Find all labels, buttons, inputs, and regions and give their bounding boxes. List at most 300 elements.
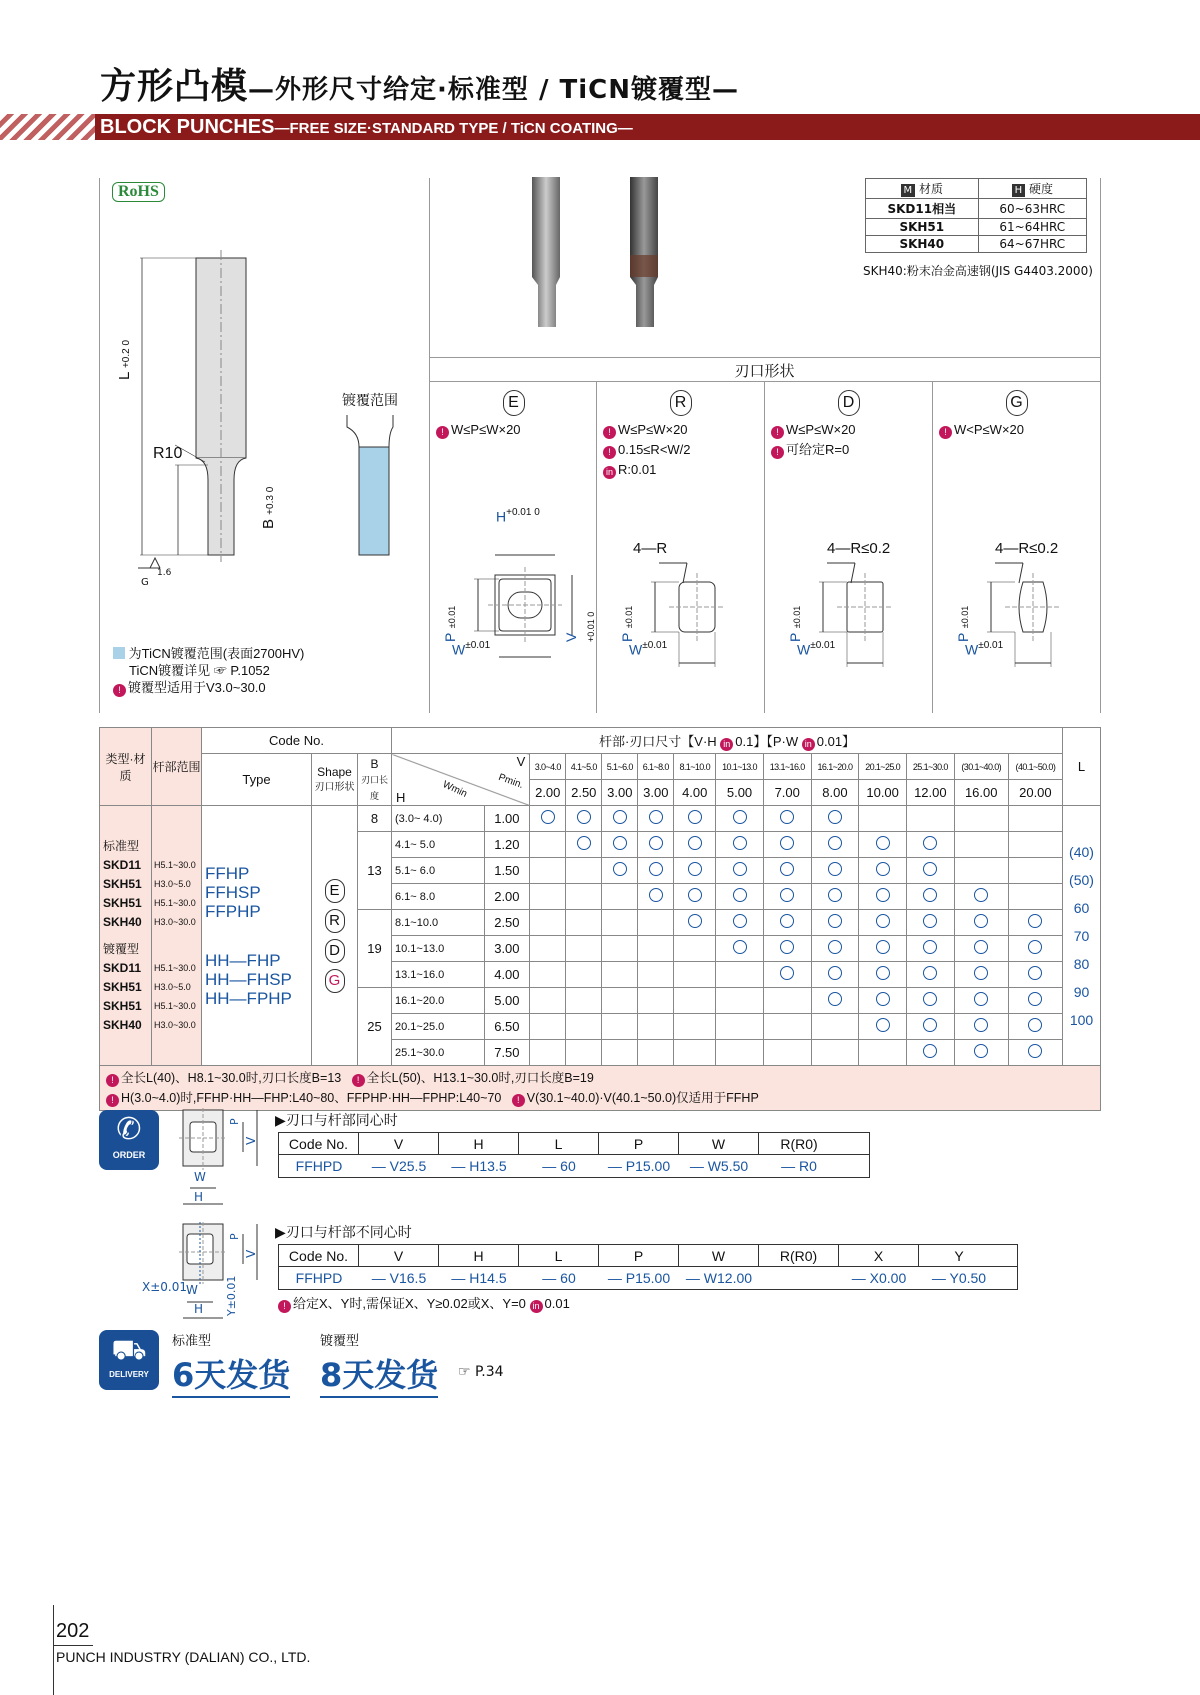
material-header: M 材质: [866, 179, 979, 199]
available-mark: [541, 810, 555, 824]
availability-cell: [954, 910, 1008, 936]
availability-cell: [906, 832, 954, 858]
available-mark: [828, 836, 842, 850]
availability-cell: [674, 884, 716, 910]
code-header: X: [839, 1245, 919, 1266]
pmin-value: 3.00: [602, 780, 638, 806]
dim-label: $W^{\pm 0.01}$: [629, 640, 668, 658]
availability-cell: [638, 962, 674, 988]
shank-range-cell: H5.1~30.0 H3.0~5.0 H5.1~30.0 H3.0~30.0 H5.1~30.0 H3.0~5.0 H5.1~30.0 H3.0~30.0: [152, 806, 202, 1066]
panel-right-border: [1100, 178, 1101, 713]
availability-cell: [674, 806, 716, 832]
available-mark: [876, 862, 890, 876]
title-bar-stripes: [0, 114, 95, 140]
code-value: [759, 1267, 839, 1289]
available-mark: [828, 914, 842, 928]
panel-left-border: [99, 178, 100, 713]
available-mark: [923, 940, 937, 954]
w-label: W: [194, 1170, 206, 1184]
available-mark: [1028, 966, 1042, 980]
available-mark: [1028, 1018, 1042, 1032]
availability-cell: [566, 936, 602, 962]
availability-cell: [638, 988, 674, 1014]
availability-cell: [906, 858, 954, 884]
availability-cell: [602, 910, 638, 936]
available-mark: [688, 914, 702, 928]
available-mark: [780, 966, 794, 980]
availability-cell: [530, 936, 566, 962]
v-range: 3.0~4.0: [530, 754, 566, 780]
availability-cell: [859, 858, 907, 884]
availability-cell: [859, 988, 907, 1014]
wmin-value: 3.00: [484, 936, 530, 962]
availability-cell: [602, 884, 638, 910]
concentric-title: ▶刃口与杆部同心时: [275, 1113, 398, 1129]
company-name: PUNCH INDUSTRY (DALIAN) CO., LTD.: [56, 1649, 311, 1665]
shape-condition: in R:0.01: [603, 460, 764, 480]
availability-cell: [906, 962, 954, 988]
shape-condition: ! W<P≤W×20: [939, 420, 1100, 440]
edge-shape-r: [597, 382, 764, 712]
availability-cell: [638, 1014, 674, 1040]
availability-cell: [674, 858, 716, 884]
code-header: R(R0): [759, 1245, 839, 1266]
dims-header: 杆部·刃口尺寸【V·H in 0.1】【P·W in 0.01】: [392, 728, 1063, 754]
availability-cell: [530, 832, 566, 858]
p-label-2: P: [228, 1233, 241, 1240]
availability-cell: [602, 858, 638, 884]
vh-corner-header: V H Pmin. Wmin: [392, 754, 530, 806]
coating-notes: 为TiCN镀覆范围(表面2700HV) TiCN镀覆详见 ☞ P.1052 ! 镀覆型适用于V3.0~30.0: [113, 645, 304, 697]
code-value: — W5.50: [689, 1158, 749, 1174]
shape-badge: R: [325, 909, 345, 933]
material-note: SKH40:粉末冶金高速钢(JIS G4403.2000): [863, 264, 1093, 278]
material-row: SKH51 61~64HRC: [866, 219, 1087, 236]
pmin-value: 10.00: [859, 780, 907, 806]
available-mark: [828, 862, 842, 876]
availability-cell: [566, 858, 602, 884]
v-range: 25.1~30.0: [906, 754, 954, 780]
availability-cell: [1008, 988, 1062, 1014]
b-header: B 刃口长度: [358, 754, 392, 806]
v-range: 8.1~10.0: [674, 754, 716, 780]
availability-cell: [763, 910, 811, 936]
code-header: W: [679, 1133, 759, 1154]
edge-shape-e: [430, 382, 597, 712]
availability-cell: [763, 806, 811, 832]
code-value: — H14.5: [451, 1270, 507, 1286]
availability-cell: [638, 910, 674, 936]
type-code: HH—FHSP: [205, 969, 292, 989]
availability-cell: [716, 884, 764, 910]
shape-letter: G: [1006, 390, 1028, 416]
availability-cell: [906, 884, 954, 910]
shape-cell: [312, 806, 358, 1066]
availability-cell: [763, 884, 811, 910]
availability-cell: [954, 806, 1008, 832]
page-number: 202: [56, 1620, 90, 1642]
footer-line: [53, 1605, 54, 1695]
dim-label: P ±0.01: [955, 605, 971, 642]
availability-cell: [674, 988, 716, 1014]
available-mark: [923, 836, 937, 850]
coated-label: 镀覆型: [320, 1334, 360, 1349]
availability-cell: [530, 884, 566, 910]
material-table: [865, 178, 1087, 253]
g-label: G: [141, 577, 149, 588]
footer-rule: [53, 1645, 93, 1646]
availability-cell: [811, 806, 859, 832]
available-mark: [780, 862, 794, 876]
dim-label: $W^{\pm 0.01}$: [965, 640, 1004, 658]
type-material-cell: 标准型 SKD11 SKH51 SKH51 SKH40 镀覆型 SKD11 SKH51 SKH51 SKH40: [100, 806, 152, 1066]
available-mark: [733, 940, 747, 954]
rohs-badge: RoHS: [112, 182, 165, 202]
dim-label: P ±0.01: [619, 605, 635, 642]
availability-cell: [602, 962, 638, 988]
availability-cell: [859, 962, 907, 988]
v-label-2: V: [244, 1249, 258, 1258]
code-value: — H13.5: [451, 1158, 507, 1174]
code-header: W: [679, 1245, 759, 1266]
shape-letter: D: [838, 390, 860, 416]
dim-label: $H^{+0.01 0}$: [496, 507, 540, 525]
availability-cell: [763, 858, 811, 884]
available-mark: [974, 940, 988, 954]
available-mark: [613, 810, 627, 824]
coating-diagram: [345, 415, 395, 560]
l-value: (50): [1069, 871, 1094, 888]
available-mark: [649, 810, 663, 824]
pmin-value: 4.00: [674, 780, 716, 806]
available-mark: [780, 888, 794, 902]
available-mark: [974, 914, 988, 928]
code-header: H: [439, 1245, 519, 1266]
pmin-value: 3.00: [638, 780, 674, 806]
h-label-2: H: [194, 1302, 204, 1316]
availability-cell: [811, 1040, 859, 1066]
code-header: R(R0): [780, 1136, 818, 1152]
availability-cell: [763, 1040, 811, 1066]
availability-cell: [638, 936, 674, 962]
code-value: — W12.00: [685, 1270, 753, 1286]
h-range: 13.1~16.0: [392, 962, 485, 988]
edge-shape-d: [765, 382, 932, 712]
shape-letter: R: [670, 390, 692, 416]
wmin-value: 5.00: [484, 988, 530, 1014]
concentric-diagram: [175, 1108, 265, 1208]
wmin-value: 7.50: [484, 1040, 530, 1066]
p-label: P: [228, 1118, 241, 1125]
availability-cell: [602, 988, 638, 1014]
code-header: L: [519, 1245, 599, 1266]
availability-cell: [906, 1014, 954, 1040]
availability-cell: [638, 858, 674, 884]
availability-cell: [906, 936, 954, 962]
availability-cell: [566, 806, 602, 832]
availability-cell: [638, 884, 674, 910]
v-range: 4.1~5.0: [566, 754, 602, 780]
b-value: 25: [358, 988, 392, 1066]
dim-label: $W^{\pm 0.01}$: [452, 640, 491, 658]
wmin-value: 4.00: [484, 962, 530, 988]
h-range: 6.1~ 8.0: [392, 884, 485, 910]
availability-cell: [566, 884, 602, 910]
available-mark: [649, 862, 663, 876]
availability-cell: [859, 1014, 907, 1040]
shape-condition: ! W≤P≤W×20: [771, 420, 932, 440]
available-mark: [577, 836, 591, 850]
availability-cell: [906, 988, 954, 1014]
availability-cell: [716, 858, 764, 884]
available-mark: [974, 966, 988, 980]
availability-cell: [716, 936, 764, 962]
l-value: 80: [1073, 955, 1090, 972]
hardness-header: H 硬度: [978, 179, 1086, 199]
availability-cell: [859, 832, 907, 858]
available-mark: [876, 1018, 890, 1032]
available-mark: [974, 1044, 988, 1058]
b-value: 19: [358, 910, 392, 988]
available-mark: [974, 992, 988, 1006]
edge-shape-g: [933, 382, 1100, 712]
availability-cell: [954, 884, 1008, 910]
available-mark: [688, 810, 702, 824]
availability-cell: [1008, 1040, 1062, 1066]
availability-cell: [811, 1014, 859, 1040]
availability-cell: [1008, 832, 1062, 858]
availability-cell: [530, 858, 566, 884]
code-value: — P15.00: [607, 1270, 671, 1286]
available-mark: [923, 966, 937, 980]
l-value: (40): [1069, 843, 1094, 860]
shape-condition: ! 可给定R=0: [771, 440, 932, 460]
available-mark: [733, 914, 747, 928]
w-label-2: W: [186, 1283, 198, 1297]
available-mark: [923, 914, 937, 928]
l-cell: [1063, 806, 1101, 1066]
code-no-header: Code No.: [202, 728, 392, 754]
eccentric-diagram: [175, 1222, 265, 1322]
availability-cell: [859, 806, 907, 832]
availability-cell: [674, 962, 716, 988]
code-header: P: [599, 1245, 679, 1266]
v-range: (30.1~40.0): [954, 754, 1008, 780]
pmin-value: 2.50: [566, 780, 602, 806]
h-range: 20.1~25.0: [392, 1014, 485, 1040]
code-value: — Y0.50: [931, 1270, 987, 1286]
availability-cell: [859, 936, 907, 962]
available-mark: [828, 966, 842, 980]
available-mark: [733, 810, 747, 824]
wmin-value: 1.50: [484, 858, 530, 884]
availability-cell: [1008, 806, 1062, 832]
availability-cell: [1008, 884, 1062, 910]
availability-cell: [954, 936, 1008, 962]
available-mark: [733, 862, 747, 876]
concentric-code-table: [278, 1132, 870, 1178]
available-mark: [780, 836, 794, 850]
available-mark: [876, 836, 890, 850]
code-header: Y: [954, 1248, 964, 1264]
available-mark: [688, 862, 702, 876]
wmin-value: 1.00: [484, 806, 530, 832]
code-header: V: [359, 1245, 439, 1266]
available-mark: [1028, 992, 1042, 1006]
availability-cell: [530, 962, 566, 988]
shape-badge: E: [325, 879, 345, 903]
availability-cell: [674, 936, 716, 962]
availability-cell: [763, 936, 811, 962]
availability-cell: [602, 832, 638, 858]
availability-cell: [954, 1040, 1008, 1066]
order-badge: ✆ ORDER: [99, 1110, 159, 1170]
wmin-value: 1.20: [484, 832, 530, 858]
h-range: 10.1~13.0: [392, 936, 485, 962]
available-mark: [649, 836, 663, 850]
availability-cell: [859, 884, 907, 910]
edge-shape-title: 刃口形状: [734, 362, 795, 380]
l-value: 100: [1069, 1011, 1094, 1028]
type-code: FFPHP: [205, 901, 261, 921]
length-dim: L +0.2 0: [116, 339, 133, 380]
available-mark: [613, 836, 627, 850]
availability-cell: [674, 910, 716, 936]
availability-cell: [602, 936, 638, 962]
pmin-value: 12.00: [906, 780, 954, 806]
availability-cell: [566, 1040, 602, 1066]
pmin-value: 20.00: [1008, 780, 1062, 806]
availability-cell: [954, 1014, 1008, 1040]
available-mark: [780, 810, 794, 824]
delivery-ref: ☞ P.34: [458, 1364, 504, 1380]
available-mark: [923, 992, 937, 1006]
code-value: — P15.00: [607, 1158, 671, 1174]
pmin-value: 2.00: [530, 780, 566, 806]
shape-letter: E: [503, 390, 525, 416]
availability-cell: [1008, 936, 1062, 962]
page-title: 方形凸模—外形尺寸给定·标准型 / TiCN镀覆型—: [100, 66, 739, 107]
code-value: — V25.5: [371, 1158, 427, 1174]
availability-cell: [602, 806, 638, 832]
shape-condition: ! 0.15≤R<W/2: [603, 440, 764, 460]
available-mark: [780, 914, 794, 928]
availability-cell: [811, 910, 859, 936]
availability-cell: [716, 910, 764, 936]
v-range: 5.1~6.0: [602, 754, 638, 780]
availability-cell: [763, 832, 811, 858]
shape-header: Shape 刃口形状: [312, 754, 358, 806]
truck-icon: ⛟: [111, 1333, 147, 1366]
available-mark: [1028, 1044, 1042, 1058]
available-mark: [923, 1018, 937, 1032]
dim-label: V +0.01 0: [563, 611, 596, 642]
availability-cell: [811, 832, 859, 858]
available-mark: [1028, 914, 1042, 928]
h-range: 8.1~10.0: [392, 910, 485, 936]
code-header: V: [359, 1133, 439, 1154]
product-photo: [520, 175, 680, 335]
type-code: HH—FHP: [205, 950, 281, 970]
x-label: X±0.01: [142, 1280, 187, 1294]
corner-radius-label: 4—R≤0.2: [827, 540, 891, 557]
code-header: Code No.: [279, 1133, 359, 1154]
available-mark: [923, 888, 937, 902]
availability-cell: [811, 884, 859, 910]
availability-cell: [954, 988, 1008, 1014]
wmin-value: 6.50: [484, 1014, 530, 1040]
h-range: 4.1~ 5.0: [392, 832, 485, 858]
type-code: FFHP: [205, 863, 250, 883]
availability-cell: [1008, 858, 1062, 884]
code-value: — X0.00: [851, 1270, 907, 1286]
coated-days: 8天发货: [320, 1350, 438, 1398]
eccentric-title: ▶刃口与杆部不同心时: [275, 1225, 412, 1241]
y-label: Y±0.01: [225, 1275, 238, 1316]
available-mark: [688, 836, 702, 850]
radius-label: R10: [153, 445, 183, 462]
h-range: 16.1~20.0: [392, 988, 485, 1014]
code-header: P: [599, 1133, 679, 1154]
h-label: H: [194, 1190, 204, 1204]
availability-cell: [954, 832, 1008, 858]
spec-row: [100, 806, 1101, 832]
material-row: SKD11相当 60~63HRC: [866, 199, 1087, 219]
availability-cell: [906, 910, 954, 936]
availability-cell: [674, 1014, 716, 1040]
available-mark: [828, 940, 842, 954]
code-value: FFHPD: [295, 1158, 343, 1174]
availability-cell: [906, 1040, 954, 1066]
availability-cell: [638, 1040, 674, 1066]
spec-notes: ! 全长L(40)、H8.1~30.0时,刃口长度B=13 ! 全长L(50)、H13.1~30.0时,刃口长度B=19 ! H(3.0~4.0)时,FFHP·HH—FHP:L40~80、FFPHP·HH—FPHP:L40~70 ! V(30.1~40.0)·V(40.1~50.0)仅适用于FFHP: [100, 1066, 1101, 1111]
available-mark: [876, 914, 890, 928]
availability-cell: [716, 962, 764, 988]
l-value: 60: [1073, 899, 1090, 916]
availability-cell: [1008, 962, 1062, 988]
v-range: 16.1~20.0: [811, 754, 859, 780]
v-range: 10.1~13.0: [716, 754, 764, 780]
availability-cell: [566, 832, 602, 858]
shape-badge: G: [325, 969, 345, 993]
available-mark: [649, 888, 663, 902]
available-mark: [780, 940, 794, 954]
availability-cell: [530, 1040, 566, 1066]
available-mark: [974, 888, 988, 902]
available-mark: [876, 888, 890, 902]
availability-cell: [530, 806, 566, 832]
dim-label: P ±0.01: [787, 605, 803, 642]
availability-cell: [954, 962, 1008, 988]
availability-cell: [530, 988, 566, 1014]
availability-cell: [954, 858, 1008, 884]
available-mark: [828, 888, 842, 902]
v-range: (40.1~50.0): [1008, 754, 1062, 780]
coating-range-title: 镀覆范围: [342, 393, 398, 409]
shape-badge: D: [325, 939, 345, 963]
code-header: Code No.: [279, 1245, 359, 1266]
availability-cell: [763, 1014, 811, 1040]
wmin-value: 2.00: [484, 884, 530, 910]
pmin-value: 8.00: [811, 780, 859, 806]
availability-cell: [602, 1014, 638, 1040]
dim-label: $W^{\pm 0.01}$: [797, 640, 836, 658]
type-cell: [202, 806, 312, 1066]
h-range: (3.0~ 4.0): [392, 806, 485, 832]
h-range: 5.1~ 6.0: [392, 858, 485, 884]
availability-cell: [906, 806, 954, 832]
available-mark: [733, 836, 747, 850]
